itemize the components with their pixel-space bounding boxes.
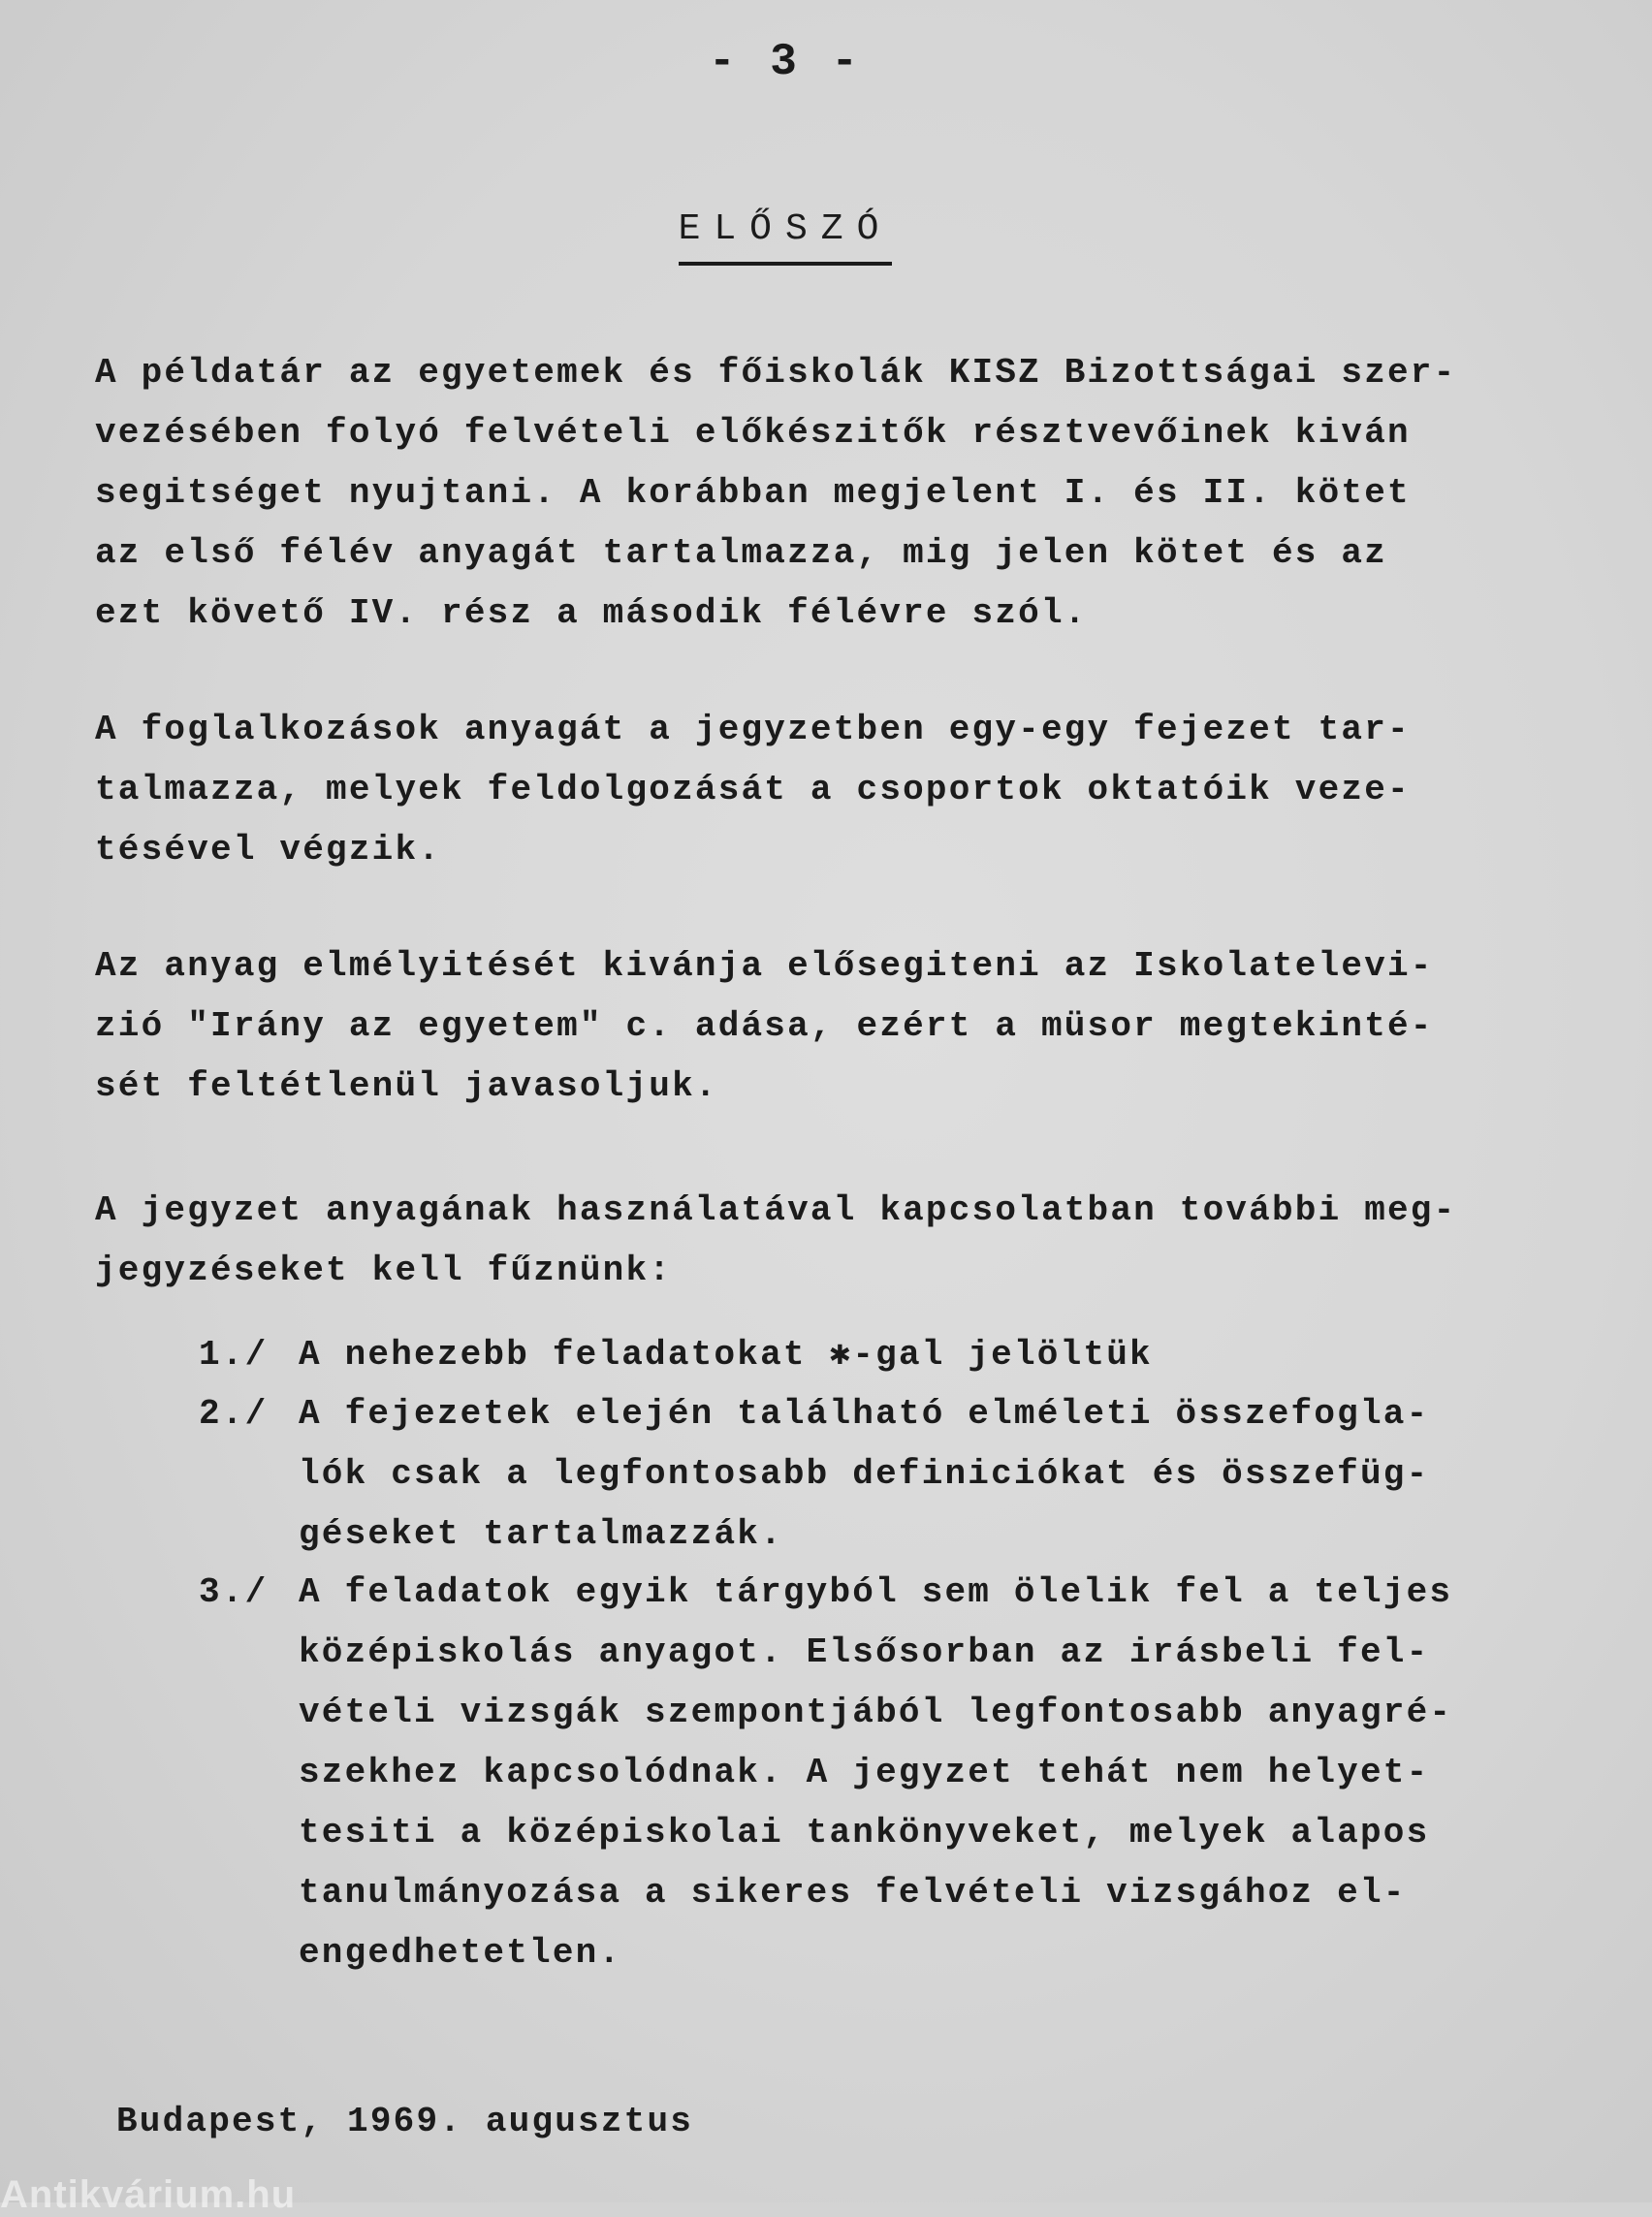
paragraph-2 <box>95 700 1411 880</box>
list-line: A nehezebb feladatokat ✱-gal jelöltük <box>299 1335 1153 1375</box>
list-number: 1./ <box>199 1335 269 1375</box>
closing-place-date: Budapest, 1969. augusztus <box>116 2102 694 2141</box>
list-text <box>299 1325 1153 1385</box>
list-line: A feladatok egyik tárgyból sem ölelik fel a teljes <box>299 1572 1453 1612</box>
list-line: engedhetetlen. <box>299 1933 622 1973</box>
paragraph-line: A jegyzet anyagának használatával kapcsolatban további meg- <box>95 1190 1457 1230</box>
list-number: 3./ <box>199 1572 269 1612</box>
paragraph-line: tésével végzik. <box>95 830 442 870</box>
list-text <box>299 1563 1452 1983</box>
list-text <box>299 1384 1429 1565</box>
paragraph-line: talmazza, melyek feldolgozását a csoportok oktatóik veze- <box>95 770 1411 809</box>
list-line: lók csak a legfontosabb definiciókat és összefüg- <box>299 1454 1430 1494</box>
paragraph-line: sét feltétlenül javasoljuk. <box>95 1066 718 1106</box>
paragraph-1 <box>95 343 1456 644</box>
list-line: tesiti a középiskolai tankönyveket, melyek alapos <box>299 1813 1430 1853</box>
list-line: A fejezetek elején található elméleti összefogla- <box>299 1394 1430 1434</box>
list-line: géseket tartalmazzák. <box>299 1514 783 1554</box>
heading <box>0 208 1571 266</box>
paragraph-line: az első félév anyagát tartalmazza, mig jelen kötet és az <box>95 533 1387 573</box>
page-number: - 3 - <box>708 37 863 87</box>
paragraph-line: Az anyag elmélyitését kivánja elősegiteni az Iskolatelevi- <box>95 946 1434 986</box>
paragraph-3 <box>95 936 1434 1117</box>
paragraph-line: A foglalkozások anyagát a jegyzetben egy-egy fejezet tar- <box>95 710 1411 749</box>
list-line: vételi vizsgák szempontjából legfontosabb anyagré- <box>299 1693 1453 1732</box>
paragraph-line: ezt követő IV. rész a második félévre szól. <box>95 593 1088 633</box>
paragraph-line: A példatár az egyetemek és főiskolák KISZ Bizottságai szer- <box>95 353 1457 393</box>
list-line: szekhez kapcsolódnak. A jegyzet tehát nem helyet- <box>299 1753 1430 1792</box>
heading-text: ELŐSZÓ <box>679 208 893 266</box>
watermark: Antikvárium.hu <box>0 2173 297 2216</box>
paragraph-line: jegyzéseket kell fűznünk: <box>95 1251 673 1290</box>
list-line: tanulmányozása a sikeres felvételi vizsgához el- <box>299 1873 1407 1913</box>
list-number: 2./ <box>199 1394 269 1434</box>
list-line: középiskolás anyagot. Elsősorban az irásbeli fel- <box>299 1632 1430 1672</box>
paragraph-4 <box>95 1181 1456 1301</box>
paragraph-line: vezésében folyó felvételi előkészitők résztvevőinek kiván <box>95 413 1411 453</box>
paragraph-line: segitséget nyujtani. A korábban megjelent I. és II. kötet <box>95 473 1411 513</box>
paragraph-line: zió "Irány az egyetem" c. adása, ezért a müsor megtekinté- <box>95 1006 1434 1046</box>
